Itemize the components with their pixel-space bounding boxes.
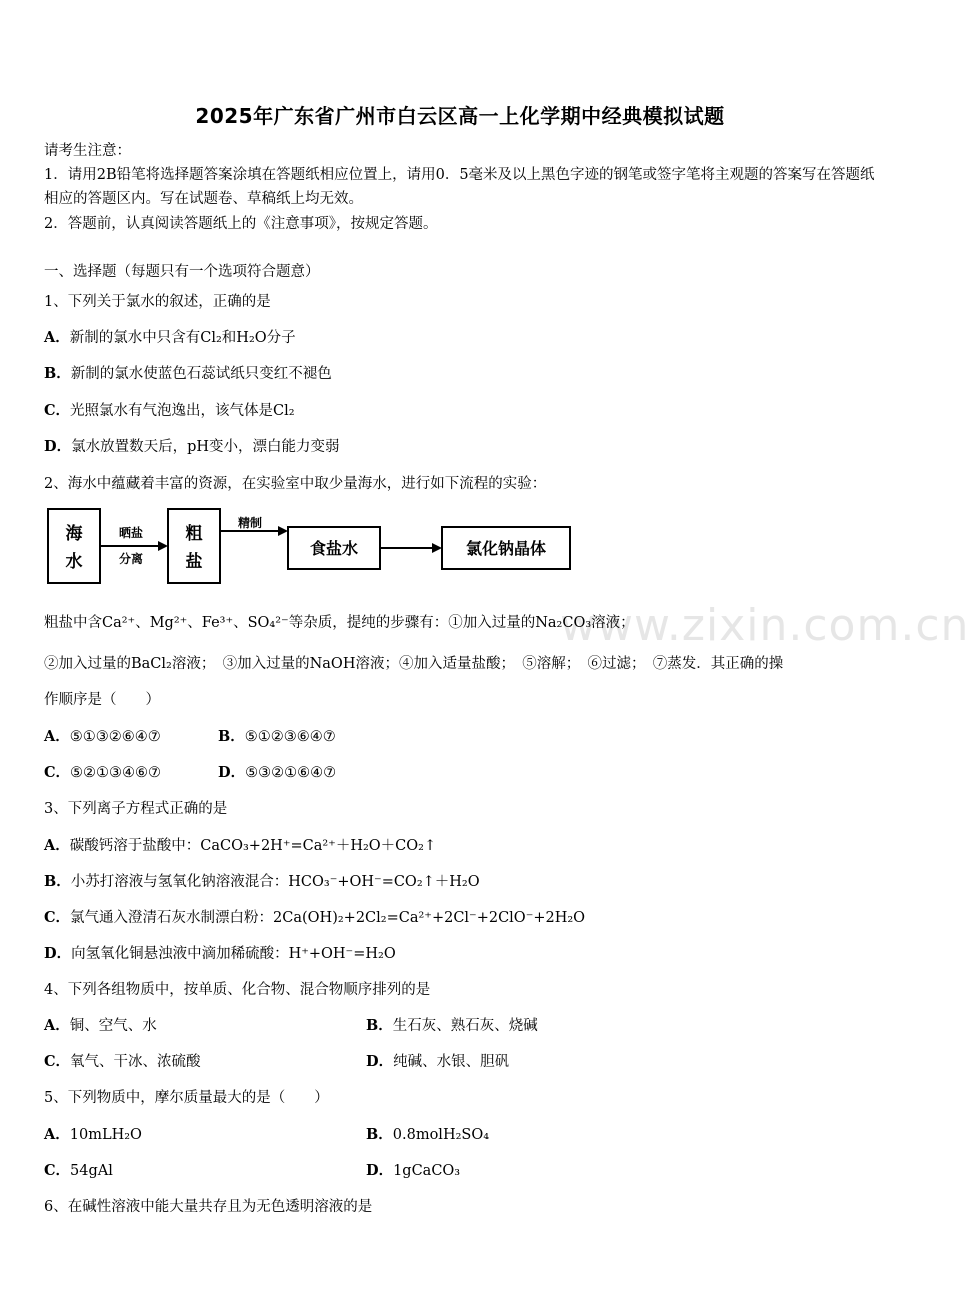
flow-box2-top: 粗 [185,524,203,544]
q2-text-3: 作顺序是（ ） [44,692,160,708]
flow-arrow1-bottom-label: 分离 [118,552,144,566]
q3-option-b: B．小苏打溶液与氢氧化钠溶液混合：HCO₃⁻+OH⁻=CO₂↑＋H₂O [44,873,480,890]
q2-option-d: D．⑤③②①⑥④⑦ [218,764,337,781]
flow-box1-top: 海 [65,524,83,544]
q5-option-d: D．1gCaCO₃ [366,1162,461,1179]
q1-option-c: C．光照氯水有气泡逸出，该气体是Cl₂ [44,402,295,419]
section-heading: 一、选择题（每题只有一个选项符合题意） [44,264,320,280]
notice-item-1: 1．请用2B铅笔将选择题答案涂填在答题纸相应位置上，请用0．5毫米及以上黑色字迹的钢笔或签字笔将主观题的答案写在答题纸相应的答题区内。写在试题卷、草稿纸上均无效。 [44,167,875,207]
q2-text-1: 粗盐中含Ca²⁺、Mg²⁺、Fe³⁺、SO₄²⁻等杂质，提纯的步骤有：①加入过量的Na₂CO₃溶液； [44,615,635,631]
q2-option-c: C．⑤②①③④⑥⑦ [44,764,162,781]
q2-option-b: B．⑤①②③⑥④⑦ [218,728,336,745]
flow-box2-bottom: 盐 [185,552,203,572]
arrow-2-head [278,526,288,536]
flow-arrow2-label: 精制 [237,516,263,530]
notice-item-2: 2．答题前，认真阅读答题纸上的《注意事项》，按规定答题。 [44,216,438,232]
q4-option-d: D．纯碱、水银、胆矾 [366,1053,510,1070]
q5-stem: 5、下列物质中，摩尔质量最大的是（ ） [44,1090,329,1106]
arrow-1-head [158,541,168,551]
watermark: www.zixin.com.cn [560,600,969,651]
q1-option-d: D．氯水放置数天后，pH变小，漂白能力变弱 [44,438,340,455]
flow-box1-bottom: 水 [65,552,83,572]
flow-arrow1-top-label: 晒盐 [118,526,144,540]
q3-stem: 3、下列离子方程式正确的是 [44,801,228,817]
q1-option-a: A．新制的氯水中只含有Cl₂和H₂O分子 [44,329,296,346]
q1-option-b: B．新制的氯水使蓝色石蕊试纸只变红不褪色 [44,365,332,382]
page-title: 2025年广东省广州市白云区高一上化学期中经典模拟试题 [195,104,725,128]
q3-option-c: C．氯气通入澄清石灰水制漂白粉：2Ca(OH)₂+2Cl₂=Ca²⁺+2Cl⁻+2ClO⁻+2H₂O [44,909,586,926]
flow-box4-label: 氯化钠晶体 [465,539,547,558]
flow-box3-label: 食盐水 [309,539,359,558]
arrow-3-head [432,543,442,553]
q2-option-a: A．⑤①③②⑥④⑦ [44,728,161,745]
q4-option-b: B．生石灰、熟石灰、烧碱 [366,1017,538,1034]
q4-option-a: A．铜、空气、水 [44,1017,157,1034]
q2-text-2: ②加入过量的BaCl₂溶液； ③加入过量的NaOH溶液；④加入适量盐酸； ⑤溶解； ⑥过滤； ⑦蒸发．其正确的操 [44,656,784,672]
notice-heading: 请考生注意： [44,143,131,159]
q1-stem: 1、下列关于氯水的叙述，正确的是 [44,294,271,310]
q2-stem: 2、海水中蕴藏着丰富的资源，在实验室中取少量海水，进行如下流程的实验： [44,476,547,492]
q3-option-d: D．向氢氧化铜悬浊液中滴加稀硫酸：H⁺+OH⁻=H₂O [44,945,396,962]
process-flow-diagram [44,505,584,587]
q6-stem: 6、在碱性溶液中能大量共存且为无色透明溶液的是 [44,1199,373,1215]
q5-option-a: A．10mLH₂O [44,1126,142,1143]
q5-option-b: B．0.8molH₂SO₄ [366,1126,490,1143]
q4-option-c: C．氧气、干冰、浓硫酸 [44,1053,201,1070]
q4-stem: 4、下列各组物质中，按单质、化合物、混合物顺序排列的是 [44,982,431,998]
q5-option-c: C．54gAl [44,1162,113,1179]
q3-option-a: A．碳酸钙溶于盐酸中：CaCO₃+2H⁺=Ca²⁺＋H₂O＋CO₂↑ [44,837,437,854]
